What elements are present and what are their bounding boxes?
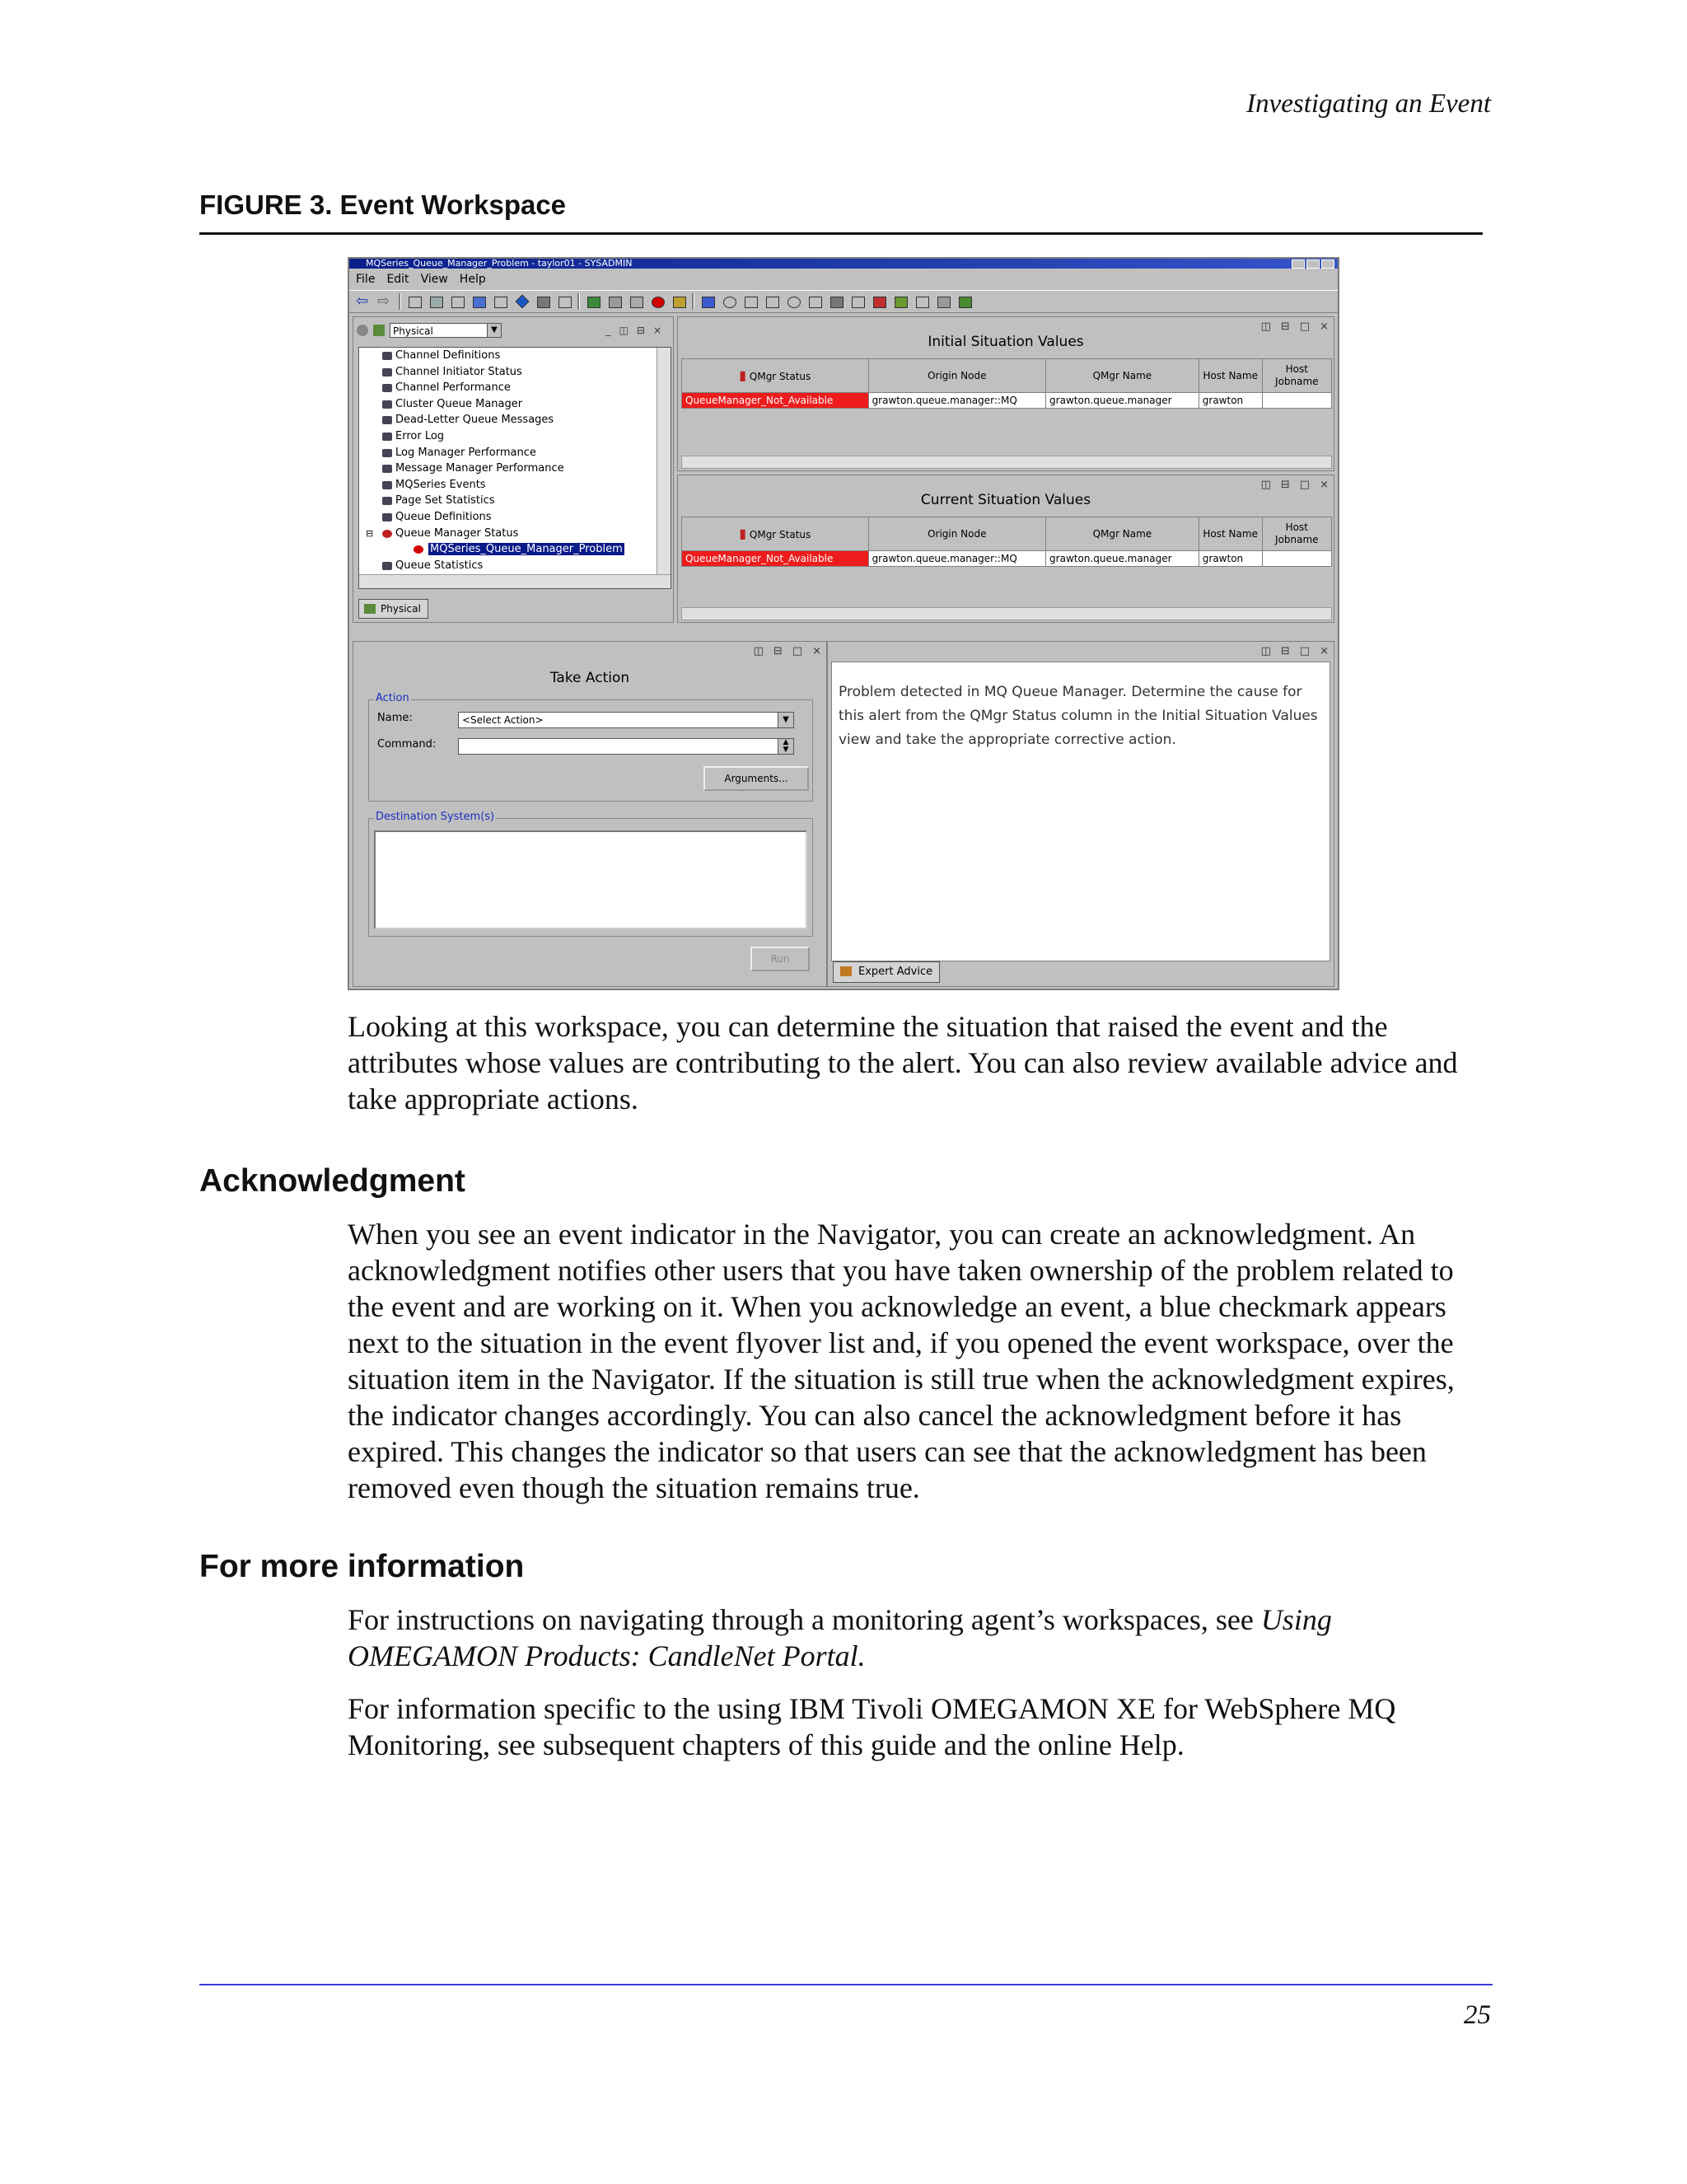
alert-icon: ▮: [739, 367, 747, 383]
workspace-icon[interactable]: [470, 294, 487, 309]
maximize-icon[interactable]: [1306, 260, 1320, 269]
tree-item[interactable]: Queue Definitions: [359, 509, 671, 526]
column-header[interactable]: Origin Node: [868, 517, 1045, 551]
more-info-text: For instructions on navigating through a monitoring agent’s workspaces, see: [348, 1603, 1261, 1636]
collapse-icon[interactable]: ⊟: [366, 527, 374, 539]
refresh-icon[interactable]: [628, 294, 644, 309]
column-header[interactable]: Host Jobname: [1262, 359, 1331, 393]
action-name-select[interactable]: [458, 712, 794, 728]
expert-advice-tab-label: Expert Advice: [858, 966, 933, 978]
menubar: [349, 270, 1338, 288]
menu-view[interactable]: View: [420, 273, 448, 286]
command-input[interactable]: [458, 738, 794, 755]
qmgr-name-cell: grawton.queue.manager: [1046, 551, 1199, 567]
navigator-tab-label: Physical: [381, 603, 421, 615]
graphic-view-icon[interactable]: [849, 294, 866, 309]
alert-icon: ▮: [739, 525, 747, 541]
take-action-icon[interactable]: [871, 294, 887, 309]
arguments-button[interactable]: Arguments...: [703, 766, 809, 791]
column-header[interactable]: ▮ QMgr Status: [682, 517, 869, 551]
navigator-tree: [358, 347, 671, 589]
terminal-view-icon[interactable]: [892, 294, 909, 309]
figure-caption: FIGURE 3. Event Workspace: [199, 189, 567, 220]
menu-edit[interactable]: Edit: [386, 273, 409, 286]
column-header[interactable]: Host Name: [1199, 517, 1262, 551]
qmgr-status-cell: QueueManager_Not_Available: [682, 393, 869, 409]
qmgr-status-cell: QueueManager_Not_Available: [682, 551, 869, 567]
expert-advice-tab[interactable]: [833, 961, 940, 983]
tree-item[interactable]: ⊟ Queue Manager Status: [359, 526, 671, 542]
column-header[interactable]: Origin Node: [868, 359, 1045, 393]
circular-gauge-icon[interactable]: [785, 294, 801, 309]
initial-situation-panel: [677, 316, 1334, 471]
physical-view-icon: [364, 604, 376, 614]
expert-advice-panel: [827, 641, 1334, 987]
table-row[interactable]: [682, 551, 1332, 567]
footer-rule: [199, 1984, 1493, 1985]
origin-node-cell: grawton.queue.manager::MQ: [868, 393, 1045, 409]
properties-icon[interactable]: [556, 294, 572, 309]
destination-systems-list[interactable]: [374, 830, 807, 929]
column-header[interactable]: QMgr Name: [1046, 359, 1199, 393]
initial-situation-title: Initial Situation Values: [928, 334, 1084, 350]
navigator-view-select[interactable]: Physical ▼: [390, 323, 502, 338]
tree-item[interactable]: Channel Initiator Status: [359, 364, 671, 381]
host-jobname-cell: [1262, 551, 1331, 567]
navigator-icon[interactable]: [513, 294, 530, 309]
destination-groupbox: [368, 811, 813, 937]
current-situation-table: [681, 517, 1332, 567]
navigator-panel: [353, 316, 674, 623]
action-groupbox: [368, 692, 813, 802]
command-label: Command:: [377, 738, 437, 751]
spinner-icon: ▲ ▼: [778, 739, 793, 754]
window-title: MQSeries_Queue_Manager_Problem - taylor01 - SYSADMIN: [366, 259, 633, 269]
intro-paragraph: Looking at this workspace, you can determine the situation that raised the event and the attributes whose values are contributing to the alert. You can also review available advice and take appropriate actions.: [348, 1010, 1458, 1115]
new-window-icon[interactable]: [406, 294, 423, 309]
lamp-icon: [840, 966, 852, 976]
navigator-status-icon: [357, 325, 368, 336]
panel-controls[interactable]: ◫ ⊟ □ ×: [1260, 645, 1329, 657]
event-console-icon[interactable]: [828, 294, 844, 309]
name-label: Name:: [377, 712, 413, 724]
caption-rule: [199, 232, 1483, 235]
table-row[interactable]: [682, 393, 1332, 409]
navigator-panel-controls[interactable]: _◫⊟×: [605, 325, 670, 336]
toolbar: [349, 290, 1338, 313]
users-icon[interactable]: [535, 294, 551, 309]
tree-item[interactable]: Dead-Letter Queue Messages: [359, 412, 671, 428]
publication-reference: Using OMEGAMON Products: CandleNet Portal.: [348, 1603, 1332, 1672]
sound-icon[interactable]: [671, 294, 687, 309]
host-name-cell: grawton: [1199, 551, 1262, 567]
current-situation-panel: [677, 475, 1334, 623]
run-button[interactable]: Run: [750, 947, 810, 971]
panel-controls[interactable]: ◫ ⊟ □ ×: [1260, 320, 1329, 333]
more-info-paragraph-1: [348, 1602, 1493, 1674]
action-legend: Action: [376, 692, 409, 704]
table-horizontal-scrollbar[interactable]: [681, 607, 1332, 620]
tree-item[interactable]: Message Manager Performance: [359, 461, 671, 477]
host-name-cell: grawton: [1199, 393, 1262, 409]
panel-controls[interactable]: ◫ ⊟ □ ×: [753, 645, 821, 657]
stop-icon[interactable]: [649, 294, 666, 309]
tree-item[interactable]: Channel Performance: [359, 380, 671, 396]
column-header[interactable]: ▮ QMgr Status: [682, 359, 869, 393]
current-situation-title: Current Situation Values: [920, 492, 1091, 508]
window-titlebar: [349, 259, 1338, 269]
destination-legend: Destination System(s): [376, 811, 495, 823]
browser-icon[interactable]: [914, 294, 930, 309]
tree-item[interactable]: Page Set Statistics: [359, 493, 671, 509]
origin-node-cell: grawton.queue.manager::MQ: [868, 551, 1045, 567]
host-jobname-cell: [1262, 393, 1331, 409]
column-header[interactable]: QMgr Name: [1046, 517, 1199, 551]
table-view-icon[interactable]: [699, 294, 716, 309]
pin-icon[interactable]: [956, 294, 973, 309]
back-arrow-icon[interactable]: ⇦: [356, 292, 369, 310]
bar-chart-icon[interactable]: [742, 294, 759, 309]
table-horizontal-scrollbar[interactable]: [681, 456, 1332, 469]
navigator-view-icon: [373, 325, 385, 336]
history-icon[interactable]: [606, 294, 623, 309]
column-header[interactable]: Host Jobname: [1262, 517, 1331, 551]
menu-help[interactable]: Help: [459, 273, 486, 286]
situation-editor-icon[interactable]: [585, 294, 601, 309]
tree-icon[interactable]: [492, 294, 508, 309]
navigator-view-value: Physical: [393, 325, 433, 337]
tree-item[interactable]: Log Manager Performance: [359, 445, 671, 461]
take-action-panel: [353, 641, 827, 987]
column-header[interactable]: Host Name: [1199, 359, 1262, 393]
take-action-title: Take Action: [549, 670, 630, 686]
more-info-heading: For more information: [199, 1549, 525, 1584]
qmgr-name-cell: grawton.queue.manager: [1046, 393, 1199, 409]
close-icon[interactable]: [1321, 260, 1334, 269]
notepad-icon[interactable]: [806, 294, 823, 309]
tree-item-selected-situation[interactable]: MQSeries_Queue_Manager_Problem: [359, 541, 671, 558]
menu-file[interactable]: File: [356, 273, 376, 286]
tree-item[interactable]: Cluster Queue Manager: [359, 396, 671, 413]
copy-icon[interactable]: [449, 294, 465, 309]
tree-item[interactable]: MQSeries Events: [359, 477, 671, 493]
expert-advice-text: Problem detected in MQ Queue Manager. Determine the cause for this alert from the QMgr Status column in the Initial Situation Values view and take the appropriate corrective action.: [831, 662, 1330, 961]
tree-horizontal-scrollbar[interactable]: [359, 574, 671, 588]
page-number: 25: [1464, 2000, 1491, 2030]
tree-item[interactable]: Queue Statistics: [359, 558, 671, 574]
chevron-down-icon: ▼: [778, 713, 793, 727]
action-name-value: <Select Action>: [462, 714, 544, 726]
acknowledgment-paragraph: When you see an event indicator in the Navigator, you can create an acknowledgment. An acknowledgment notifies other users that you have taken ownership of the problem related to the event and are working on it. When you acknowledge an event, a blue checkmark appears next to the situation in the event flyover list and, if you opened the event workspace, over the situation item in the Navigator. If the situation is still true when the acknowledgment expires, the indicator changes accordingly. You can also cancel the acknowledgment before it has expired. This changes the indicator so that users can see that the acknowledgment has been removed even though the situation remains true.: [348, 1218, 1455, 1504]
plot-chart-icon[interactable]: [764, 294, 780, 309]
panel-controls[interactable]: ◫ ⊟ □ ×: [1260, 479, 1329, 491]
more-info-paragraph-2: For information specific to the using IBM Tivoli OMEGAMON XE for WebSphere MQ Monitoring, see subsequent chapters of this guide and the online Help.: [348, 1692, 1396, 1761]
event-workspace-screenshot: [348, 257, 1339, 990]
message-log-icon[interactable]: [935, 294, 951, 309]
tree-item[interactable]: Channel Definitions: [359, 348, 671, 364]
forward-arrow-icon[interactable]: ⇨: [377, 292, 390, 310]
tree-item[interactable]: Error Log: [359, 428, 671, 445]
running-head: Investigating an Event: [1246, 89, 1491, 119]
acknowledgment-heading: Acknowledgment: [199, 1163, 465, 1199]
pie-chart-icon[interactable]: [721, 294, 737, 309]
minimize-icon[interactable]: [1292, 260, 1305, 269]
navigator-tab-physical[interactable]: [358, 599, 428, 619]
tree-vertical-scrollbar[interactable]: [657, 348, 671, 588]
initial-situation-table: [681, 358, 1332, 409]
save-icon[interactable]: [428, 294, 444, 309]
